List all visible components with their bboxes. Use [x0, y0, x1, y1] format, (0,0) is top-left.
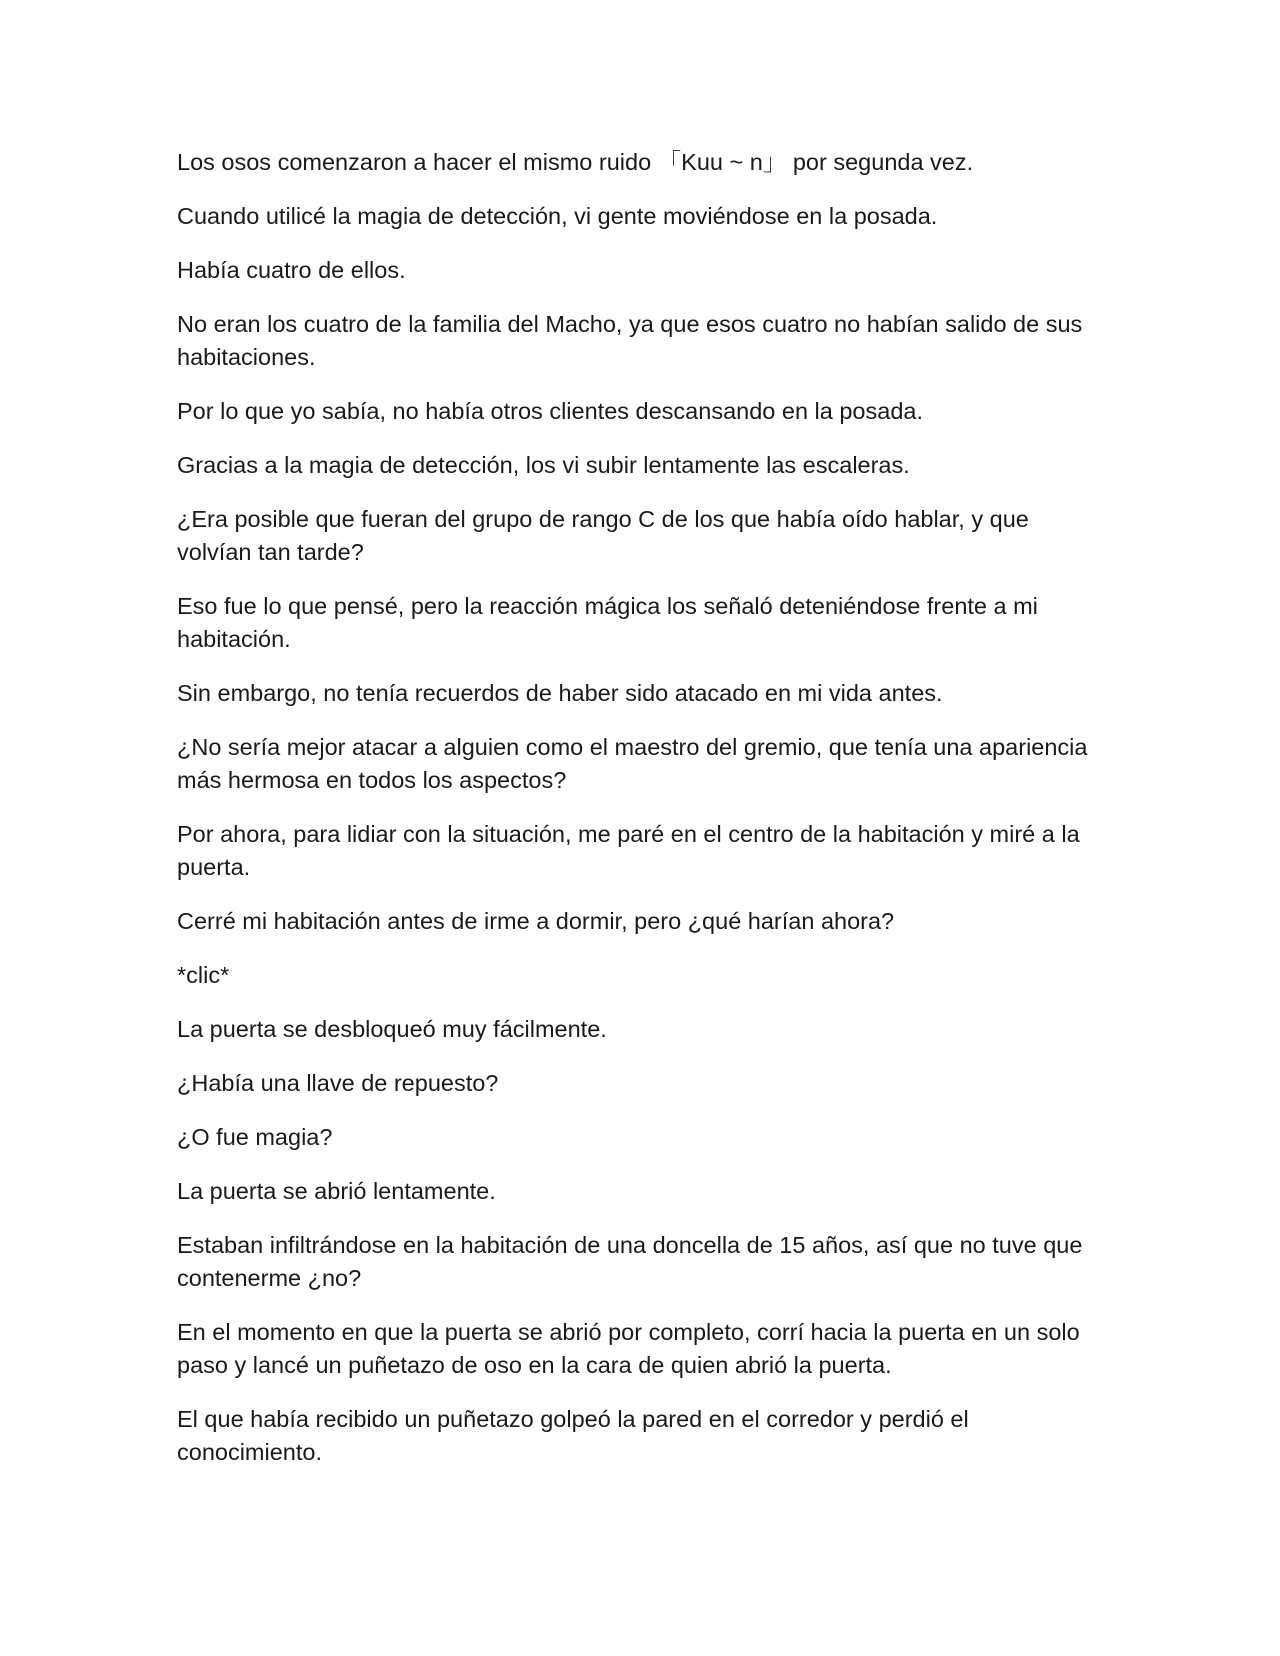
paragraph: ¿No sería mejor atacar a alguien como el maestro del gremio, que tenía una apariencia más hermosa en todos los aspectos? [177, 734, 1088, 793]
paragraph: Por ahora, para lidiar con la situación, me paré en el centro de la habitación y miré a la puerta. [177, 821, 1080, 880]
paragraph: Gracias a la magia de detección, los vi subir lentamente las escaleras. [177, 452, 910, 478]
paragraph: Estaban infiltrándose en la habitación de una doncella de 15 años, así que no tuve que contenerme ¿no? [177, 1232, 1083, 1291]
paragraph: Los osos comenzaron a hacer el mismo ruido 「Kuu ~ n」 por segunda vez. [177, 149, 974, 175]
paragraph: Sin embargo, no tenía recuerdos de haber sido atacado en mi vida antes. [177, 680, 943, 706]
paragraph: Eso fue lo que pensé, pero la reacción mágica los señaló deteniéndose frente a mi habitación. [177, 593, 1038, 652]
paragraph: ¿Había una llave de repuesto? [177, 1070, 499, 1096]
paragraph: Había cuatro de ellos. [177, 257, 406, 283]
paragraph: *clic* [177, 962, 230, 988]
document-body [177, 146, 1107, 1490]
paragraph: En el momento en que la puerta se abrió por completo, corrí hacia la puerta en un solo paso y lancé un puñetazo de oso en la cara de quien abrió la puerta. [177, 1319, 1080, 1378]
paragraph: La puerta se abrió lentamente. [177, 1178, 496, 1204]
paragraph: ¿Era posible que fueran del grupo de rango C de los que había oído hablar, y que volvían tan tarde? [177, 506, 1029, 565]
paragraph: La puerta se desbloqueó muy fácilmente. [177, 1016, 607, 1042]
paragraph: El que había recibido un puñetazo golpeó la pared en el corredor y perdió el conocimiento. [177, 1406, 969, 1465]
paragraph: Cerré mi habitación antes de irme a dormir, pero ¿qué harían ahora? [177, 908, 895, 934]
paragraph: ¿O fue magia? [177, 1124, 333, 1150]
paragraph: No eran los cuatro de la familia del Macho, ya que esos cuatro no habían salido de sus habitaciones. [177, 311, 1083, 370]
paragraph: Por lo que yo sabía, no había otros clientes descansando en la posada. [177, 398, 923, 424]
paragraph: Cuando utilicé la magia de detección, vi gente moviéndose en la posada. [177, 203, 938, 229]
